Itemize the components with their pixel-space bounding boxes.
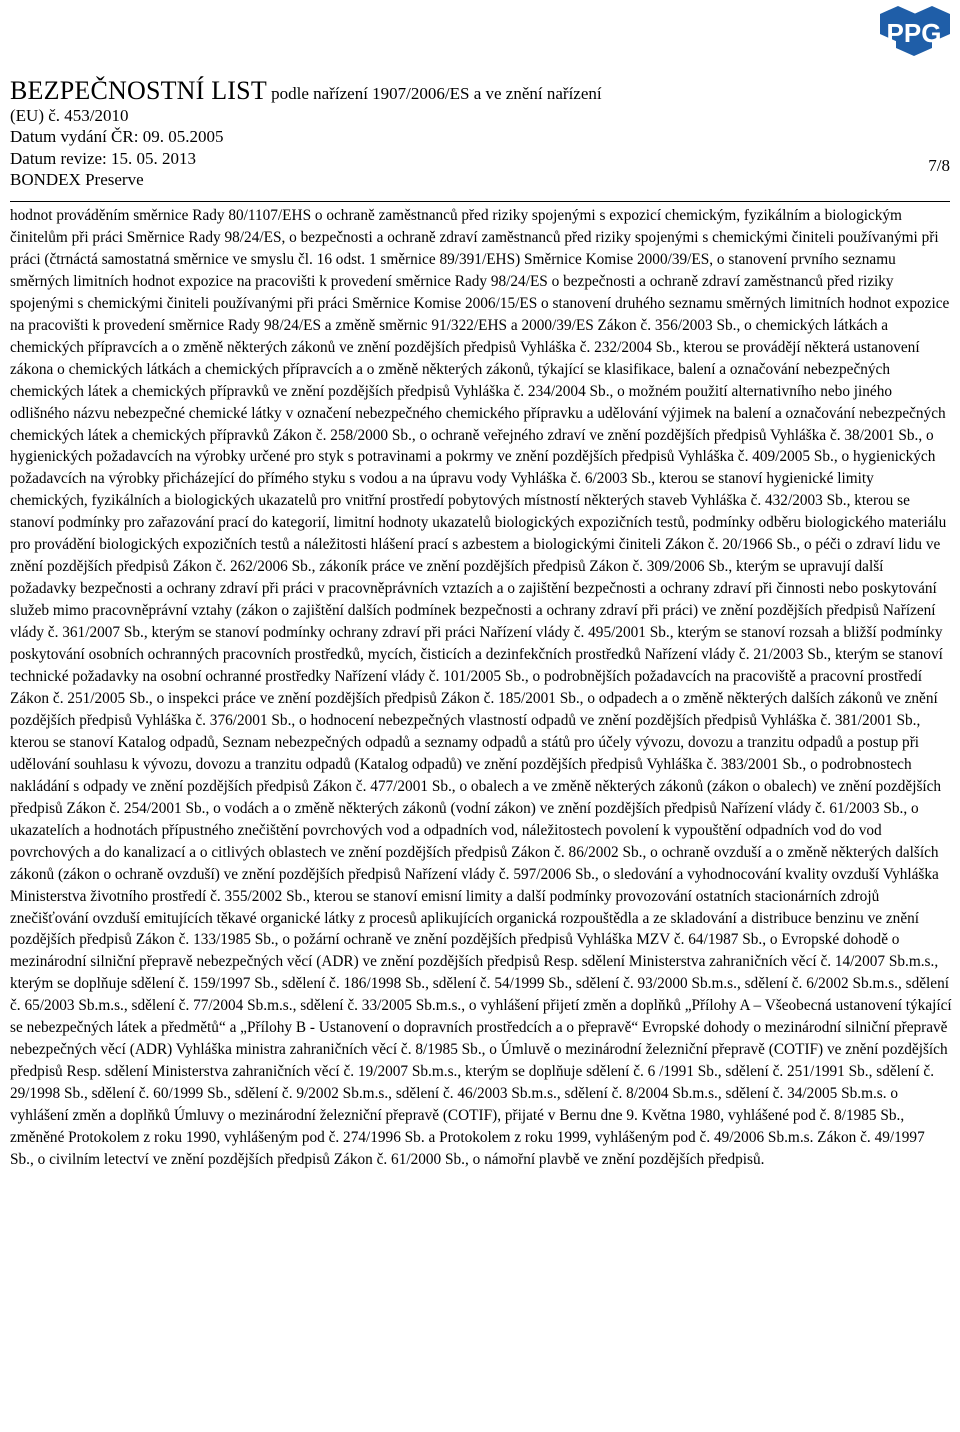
header-divider [10, 201, 950, 202]
revision-date: Datum revize: 15. 05. 2013 [10, 148, 197, 168]
regulation-line: (EU) č. 453/2010 [10, 105, 129, 125]
svg-text:PPG: PPG [886, 18, 942, 48]
legislation-text: hodnot prováděním směrnice Rady 80/1107/EHS o ochraně zaměstnanců před riziky spojenými s expozicí chemickým, fyzikálním a biologickým činitelům při práci Směrnice Rady 98/24/ES, o bezpečnosti a ochraně zdraví zaměstnanců před riziky spojenými s chemickými činiteli používanými při práci (čtrnáctá samostatná směrnice ve smyslu čl. 16 odst. 1 směrnice 89/391/EHS) Směrnice Komise 2000/39/ES, o stanovení prvního seznamu směrných limitních hodnot expozice na pracovišti k provedení směrnice Rady 98/24/ES o bezpečnosti a ochraně zdraví zaměstnanců před riziky spojenými s chemickými činiteli používanými při práci Směrnice Komise 2006/15/ES o stanovení druhého seznamu směrných limitních hodnot expozice na pracovišti k provedení směrnice Rady 98/24/ES a změně směrnic 91/322/EHS a 2000/39/ES Zákon č. 356/2003 Sb., o chemických látkách a chemických přípravcích a o změně některých zákonů ve znění pozdějších předpisů Vyhláška č. 232/2004 Sb., kterou se provádějí některá ustanovení zákona o chemických látkách a chemických přípravcích a o změně některých zákonů, týkající se klasifikace, balení a označování nebezpečných chemických látek a chemických přípravků ve znění pozdějších předpisů Vyhláška č. 234/2004 Sb., o možném použití alternativního nebo jiného odlišného názvu nebezpečné chemické látky v označení nebezpečného chemického přípravku a udělování výjimek na balení a označování nebezpečných chemických látek a chemických přípravků Zákon č. 258/2000 Sb., o ochraně veřejného zdraví ve znění pozdějších předpisů Vyhláška č. 38/2001 Sb., o hygienických požadavcích na výrobky určené pro styk s potravinami a pokrmy ve znění pozdějších předpisů Vyhláška č. 409/2005 Sb., o hygienických požadavcích na výrobky přicházející do přímého styku s vodou a na úpravu vody Vyhláška č. 6/2003 Sb., kterou se stanoví hygienické limity chemických, fyzikálních a biologických ukazatelů pro vnitřní prostředí pobytových místností některých staveb Vyhláška č. 432/2003 Sb., kterou se stanoví podmínky pro zařazování prací do kategorií, limitní hodnoty ukazatelů biologických expozičních testů, podmínky odběru biologického materiálu pro provádění biologických expozičních testů a náležitosti hlášení prací s azbestem a biologickými činiteli Zákon č. 20/1966 Sb., o péči o zdraví lidu ve znění pozdějších předpisů Zákon č. 262/2006 Sb., zákoník práce ve znění pozdějších předpisů Zákon č. 309/2006 Sb., kterým se upravují další požadavky bezpečnosti a ochrany zdraví při práci v pracovněprávních vztazích a o zajištění bezpečnosti a ochrany zdraví při činnosti nebo poskytování služeb mimo pracovněprávní vztahy (zákon o zajištění dalších podmínek bezpečnosti a ochrany zdraví při práci) ve znění pozdějších předpisů Nařízení vlády č. 361/2007 Sb., kterým se stanoví podmínky ochrany zdraví při práci Nařízení vlády č. 495/2001 Sb., kterým se stanoví rozsah a bližší podmínky poskytování osobních ochranných pracovních prostředků, mycích, čisticích a dezinfekčních prostředků Nařízení vlády č. 21/2003 Sb., kterým se stanoví technické požadavky na osobní ochranné prostředky Nařízení vlády č. 101/2005 Sb., o podrobnějších požadavcích na pracoviště a pracovní prostředí Zákon č. 251/2005 Sb., o inspekci práce ve znění pozdějších předpisů Zákon č. 185/2001 Sb., o odpadech a o změně některých dalších zákonů ve znění pozdějších předpisů Vyhláška č. 376/2001 Sb., o hodnocení nebezpečných vlastností odpadů ve znění pozdějších předpisů Vyhláška č. 381/2001 Sb., kterou se stanoví Katalog odpadů, Seznam nebezpečných odpadů a seznamy odpadů a států pro účely vývozu, dovozu a tranzitu odpadů a postup při udělování souhlasu k vývozu, dovozu a tranzitu odpadů (Katalog odpadů) ve znění pozdějších předpisů Vyhláška č. 383/2001 Sb., o podrobnostech nakládání s odpady ve znění pozdějších předpisů Zákon č. 477/2001 Sb., o obalech a ve změně některých zákonů (zákon o obalech) ve znění pozdějších předpisů Zákon č. 254/2001 Sb., o vodách a o změně některých zákonů (vodní zákon) ve znění pozdějších předpisů Nařízení vlády č. 61/2003 Sb., o ukazatelích a hodnotách přípustného znečištění povrchových vod a odpadních vod, náležitostech povolení k vypouštění odpadních vod do vod povrchových a do kanalizací a o citlivých oblastech ve znění pozdějších předpisů Zákon č. 86/2002 Sb., o ochraně ovzduší a o změně některých dalších zákonů (zákon o ochraně ovzduší) ve znění pozdějších předpisů Nařízení vlády č. 597/2006 Sb., o sledování a vyhodnocování kvality ovzduší Vyhláška Ministerstva životního prostředí č. 355/2002 Sb., kterou se stanoví emisní limity a další podmínky provozování ostatních stacionárních zdrojů znečišťování ovzduší emitujících těkavé organické látky z procesů aplikujících organická rozpouštědla a ze skladování a distribuce benzinu ve znění pozdějších předpisů Zákon č. 133/1985 Sb., o požární ochraně ve znění pozdějších předpisů Vyhláška MZV č. 64/1987 Sb., o Evropské dohodě o mezinárodní silniční přepravě nebezpečných věcí (ADR) ve znění pozdějších předpisů Resp. sdělení Ministerstva zahraničních věcí č. 14/2007 Sb.m.s., kterým se doplňuje sdělení č. 159/1997 Sb., sdělení č. 186/1998 Sb., sdělení č. 54/1999 Sb., sdělení č. 93/2000 Sb.m.s., sdělení č. 6/2002 Sb.m.s., sdělení č. 65/2003 Sb.m.s., sdělení č. 77/2004 Sb.m.s., sdělení č. 33/2005 Sb.m.s., o vyhlášení přijetí změn a doplňků „Přílohy A – Všeobecná ustanovení týkající se nebezpečných látek a předmětů“ a „Přílohy B - Ustanovení o dopravních prostředcích a o přepravě“ Evropské dohody o mezinárodní silniční přepravě nebezpečných věcí (ADR) Vyhláška ministra zahraničních věcí č. 8/1985 Sb., o Úmluvě o mezinárodní železniční přepravě (COTIF) ve znění pozdějších předpisů Resp. sdělení Ministerstva zahraničních věcí č. 19/2007 Sb.m.s., kterým se doplňuje sdělení č. 6 /1991 Sb., sdělení č. 251/1991 Sb., sdělení č. 29/1998 Sb., sdělení č. 60/1999 Sb., sdělení č. 9/2002 Sb.m.s., sdělení č. 46/2003 Sb.m.s., sdělení č. 8/2004 Sb.m.s., sdělení č. 34/2005 Sb.m.s. o vyhlášení změn a doplňků Úmluvy o mezinárodní železniční přepravě (COTIF), přijaté v Bernu dne 9. Května 1980, vyhlášené pod č. 8/1985 Sb., změněné Protokolem z roku 1990, vyhlášeným pod č. 274/1996 Sb. a Protokolem z roku 1999, vyhlášeným pod č. 49/2006 Sb.m.s. Zákon č. 49/1997 Sb., o civilním letectví ve znění pozdějších předpisů Zákon č. 61/2000 Sb., o námořní plavbě ve znění pozdějších předpisů. [10, 207, 952, 1168]
ppg-logo [874, 4, 954, 62]
document-title-regulation: podle nařízení 1907/2006/ES a ve znění nařízení [266, 84, 602, 103]
title-line [10, 76, 948, 105]
page-number: 7/8 [928, 156, 950, 175]
ppg-logo-icon [874, 4, 954, 62]
document-title: BEZPEČNOSTNÍ LIST [10, 76, 267, 105]
product-name: BONDEX Preserve [10, 170, 144, 189]
issue-date: Datum vydání ČR: 09. 05.2005 [10, 127, 224, 146]
document-header [10, 76, 948, 191]
